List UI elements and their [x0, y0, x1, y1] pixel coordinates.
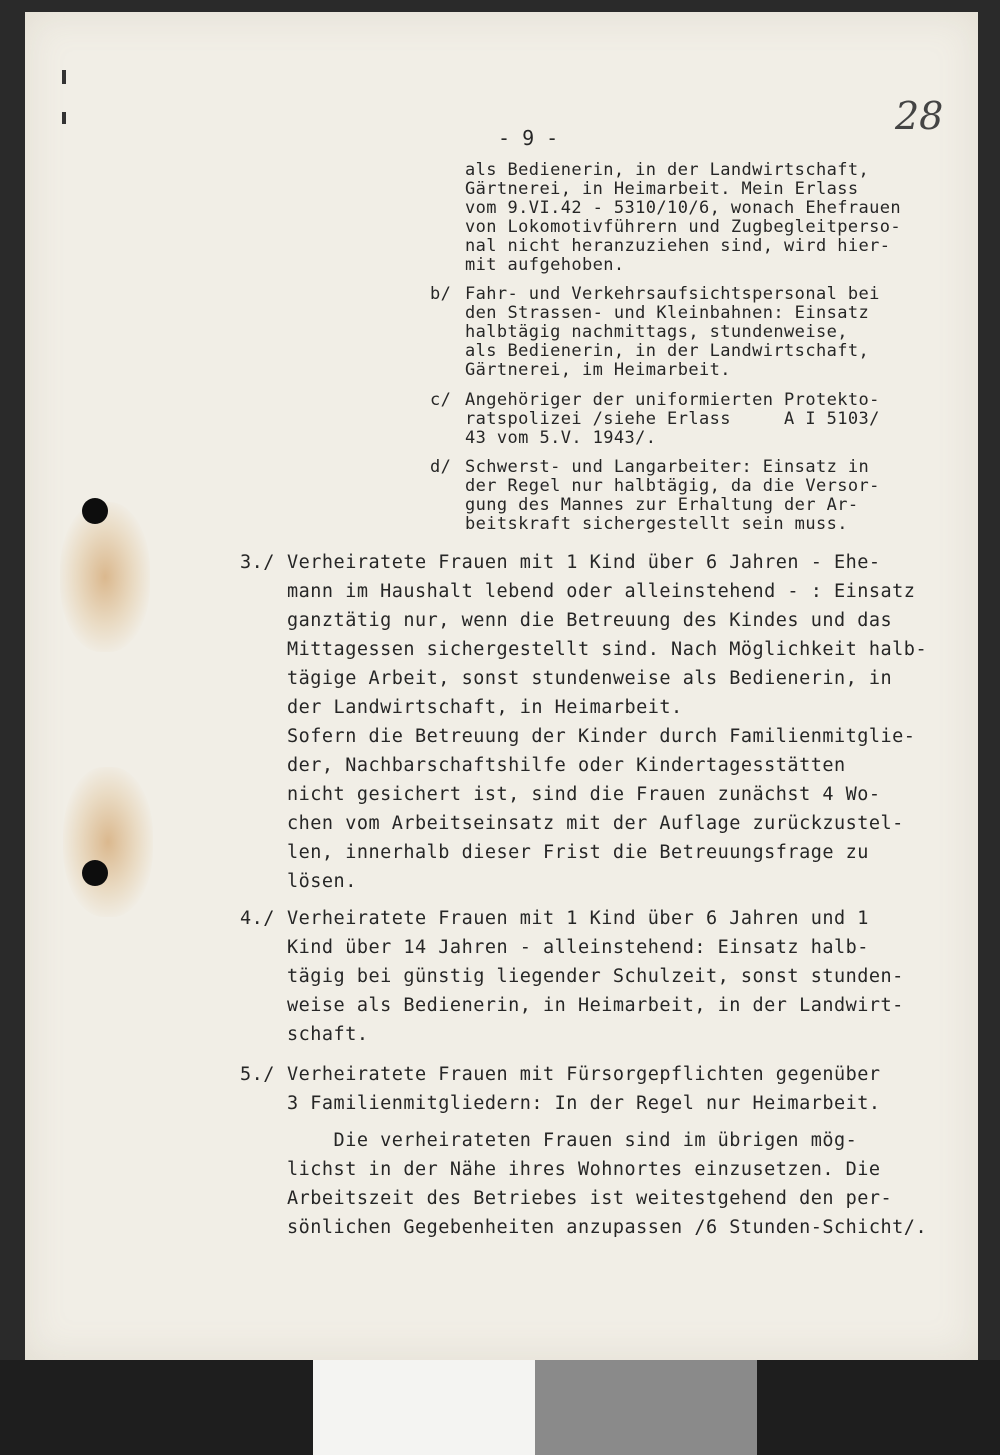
text-line: Mittagessen sichergestellt sind. Nach Möglichkeit halb- [287, 639, 928, 660]
text-line: als Bedienerin, in der Landwirtschaft, [465, 160, 870, 180]
text-line: Kind über 14 Jahren - alleinstehend: Einsatz halb- [287, 937, 869, 958]
text-line: chen vom Arbeitseinsatz mit der Auflage zurückzustel- [287, 813, 904, 834]
item-label: 5./ [240, 1064, 275, 1085]
text-line: Sofern die Betreuung der Kinder durch Familienmitglie- [287, 726, 916, 747]
text-line: 3 Familienmitgliedern: In der Regel nur Heimarbeit. [287, 1093, 881, 1114]
text-line: Arbeitszeit des Betriebes ist weitestgehend den per- [287, 1188, 893, 1209]
text-line: als Bedienerin, in der Landwirtschaft, [465, 341, 870, 361]
text-line: von Lokomotivführern und Zugbegleitperso- [465, 217, 902, 237]
text-line: halbtägig nachmittags, stundenweise, [465, 322, 848, 342]
margin-mark [62, 70, 66, 84]
text-line: sönlichen Gegebenheiten anzupassen /6 Stunden-Schicht/. [287, 1217, 928, 1238]
text-line: der, Nachbarschaftshilfe oder Kindertagesstätten [287, 755, 846, 776]
text-line: Schwerst- und Langarbeiter: Einsatz in [465, 457, 870, 477]
text-line: Verheiratete Frauen mit 1 Kind über 6 Jahren und 1 [287, 908, 869, 929]
text-line: mann im Haushalt lebend oder alleinstehend - : Einsatz [287, 581, 916, 602]
text-line: ratspolizei /siehe Erlass A I 5103/ [465, 409, 880, 429]
text-line: 43 vom 5.V. 1943/. [465, 428, 657, 448]
text-line: ganztätig nur, wenn die Betreuung des Kindes und das [287, 610, 893, 631]
white-calibration-patch [313, 1360, 535, 1455]
text-line: Angehöriger der uniformierten Protekto- [465, 390, 880, 410]
text-line: Gärtnerei, in Heimarbeit. Mein Erlass [465, 179, 859, 199]
rust-stain [63, 767, 153, 917]
item-label: 4./ [240, 908, 275, 929]
text-line: Verheiratete Frauen mit Fürsorgepflichten gegenüber [287, 1064, 881, 1085]
item-label: d/ [430, 457, 452, 477]
text-line: schaft. [287, 1024, 369, 1045]
item-label: 3./ [240, 552, 275, 573]
text-line: nal nicht heranzuziehen sind, wird hier- [465, 236, 891, 256]
scan-calibration-strip [0, 1360, 1000, 1455]
text-line: lichst in der Nähe ihres Wohnortes einzusetzen. Die [287, 1159, 881, 1180]
text-line: der Regel nur halbtägig, da die Versor- [465, 476, 880, 496]
text-line: Die verheirateten Frauen sind im übrigen mög- [287, 1130, 858, 1151]
text-line: nicht gesichert ist, sind die Frauen zunächst 4 Wo- [287, 784, 881, 805]
punch-hole [82, 860, 108, 886]
document-page [25, 12, 978, 1360]
margin-mark [62, 112, 66, 124]
text-line: Verheiratete Frauen mit 1 Kind über 6 Jahren - Ehe- [287, 552, 881, 573]
text-line: lösen. [287, 871, 357, 892]
item-label: c/ [430, 390, 452, 410]
text-line: weise als Bedienerin, in Heimarbeit, in der Landwirt- [287, 995, 904, 1016]
gray-calibration-patch [535, 1360, 757, 1455]
handwritten-folio-number: 28 [895, 94, 944, 138]
text-line: gung des Mannes zur Erhaltung der Ar- [465, 495, 859, 515]
text-line: mit aufgehoben. [465, 255, 625, 275]
text-line: der Landwirtschaft, in Heimarbeit. [287, 697, 683, 718]
text-line: tägige Arbeit, sonst stundenweise als Bedienerin, in [287, 668, 893, 689]
punch-hole [82, 498, 108, 524]
text-line: Gärtnerei, im Heimarbeit. [465, 360, 731, 380]
text-line: den Strassen- und Kleinbahnen: Einsatz [465, 303, 870, 323]
rust-stain [60, 502, 150, 652]
text-line: Fahr- und Verkehrsaufsichtspersonal bei [465, 284, 880, 304]
page-number: - 9 - [498, 126, 559, 150]
text-line: len, innerhalb dieser Frist die Betreuungsfrage zu [287, 842, 869, 863]
item-label: b/ [430, 284, 452, 304]
text-line: vom 9.VI.42 - 5310/10/6, wonach Ehefrauen [465, 198, 902, 218]
text-line: beitskraft sichergestellt sein muss. [465, 514, 848, 534]
text-line: tägig bei günstig liegender Schulzeit, sonst stunden- [287, 966, 904, 987]
